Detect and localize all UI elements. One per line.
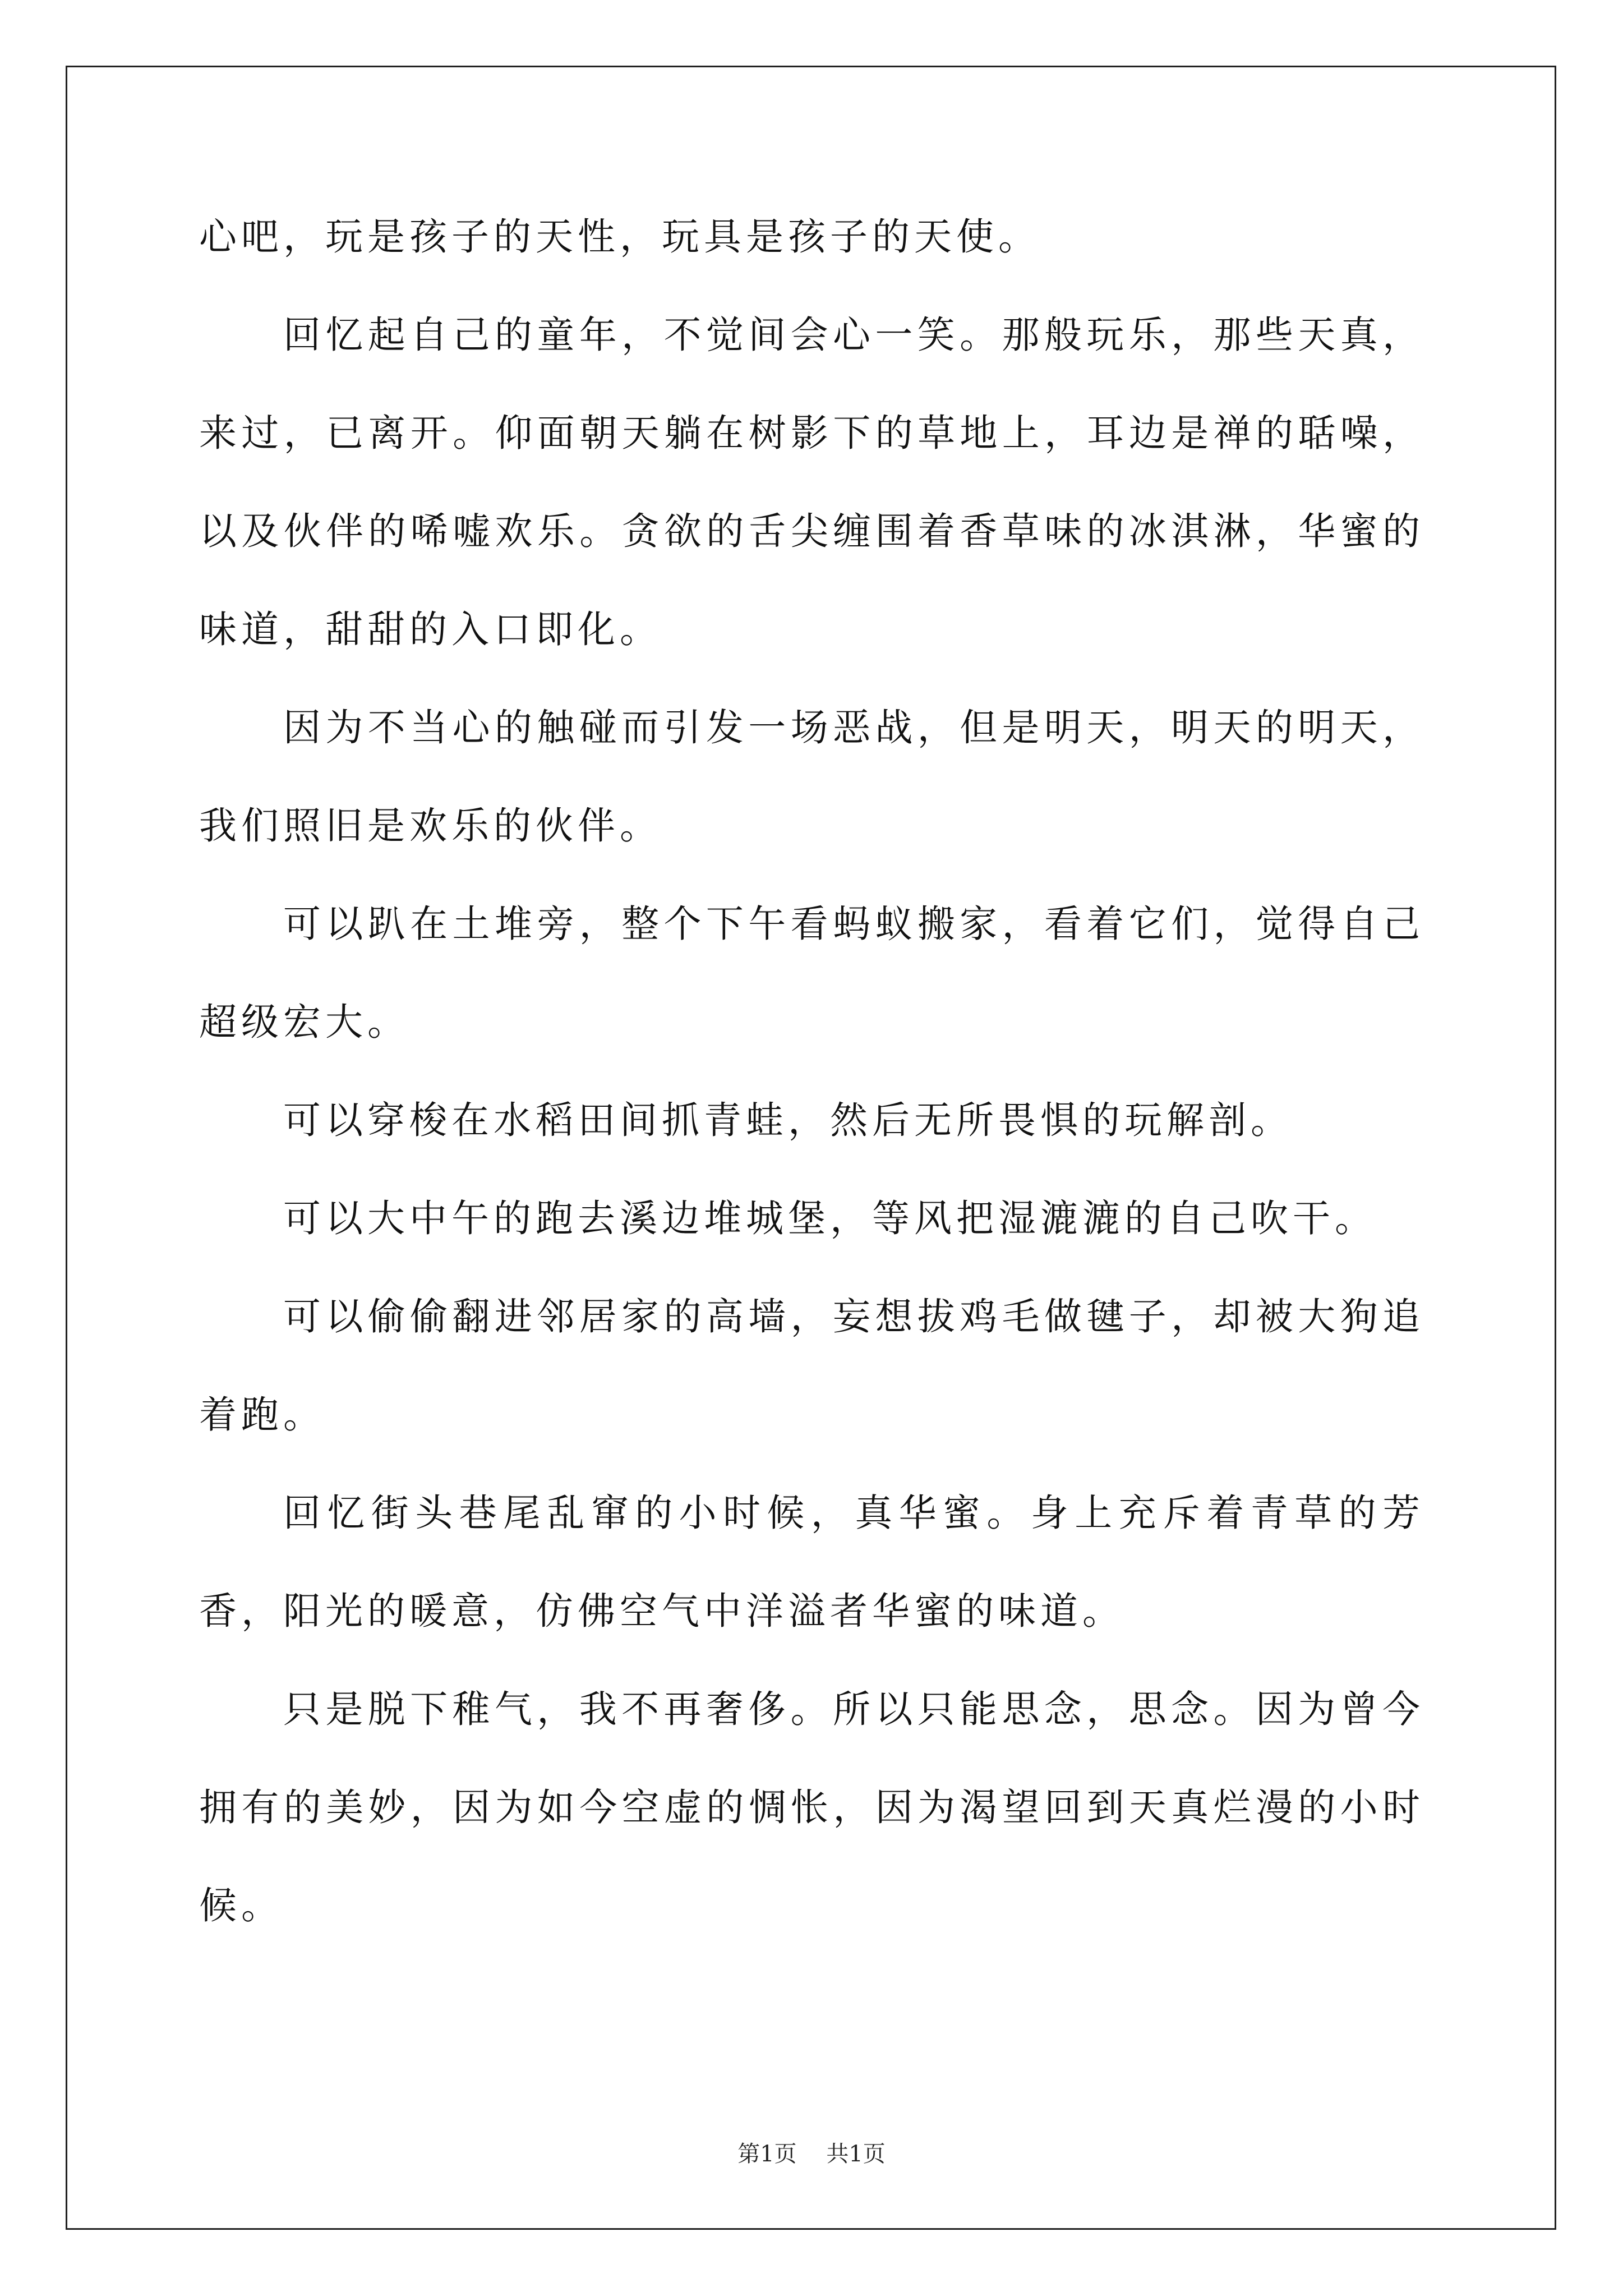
paragraph-4: 可以趴在土堆旁，整个下午看蚂蚁搬家，看着它们，觉得自己超级宏大。 — [199, 902, 1424, 1044]
page-number: 第1页 — [737, 2141, 797, 2167]
paragraph-7: 可以偷偷翻进邻居家的高墙，妄想拔鸡毛做毽子，却被大狗追着跑。 — [199, 1295, 1424, 1437]
paragraph-9: 只是脱下稚气，我不再奢侈。所以只能思念，思念。因为曾今拥有的美妙，因为如今空虚的惆怅，因为渴望回到天真烂漫的小时候。 — [199, 1687, 1424, 1927]
paragraph-1: 心吧，玩是孩子的天性，玩具是孩子的天使。 — [199, 215, 1040, 259]
paragraph-5: 可以穿梭在水稻田间抓青蛙，然后无所畏惧的玩解剖。 — [283, 1098, 1293, 1142]
paragraph-6: 可以大中午的跑去溪边堆城堡，等风把湿漉漉的自己吹干。 — [283, 1197, 1377, 1240]
paragraph-3: 因为不当心的触碰而引发一场恶战，但是明天，明天的明天，我们照旧是欢乐的伙伴。 — [199, 706, 1424, 848]
paragraph-2: 回忆起自己的童年，不觉间会心一笑。那般玩乐，那些天真，来过，已离开。仰面朝天躺在树影下的草地上，耳边是禅的聒噪，以及伙伴的唏嘘欢乐。贪欲的舌尖缠围着香草味的冰淇淋，华蜜的味道，甜甜的入口即化。 — [199, 313, 1424, 651]
page-total: 共1页 — [826, 2141, 886, 2167]
page-footer — [0, 2136, 1623, 2168]
document-body — [199, 188, 1424, 1955]
paragraph-8: 回忆街头巷尾乱窜的小时候，真华蜜。身上充斥着青草的芳香，阳光的暖意，仿佛空气中洋溢者华蜜的味道。 — [199, 1491, 1424, 1633]
